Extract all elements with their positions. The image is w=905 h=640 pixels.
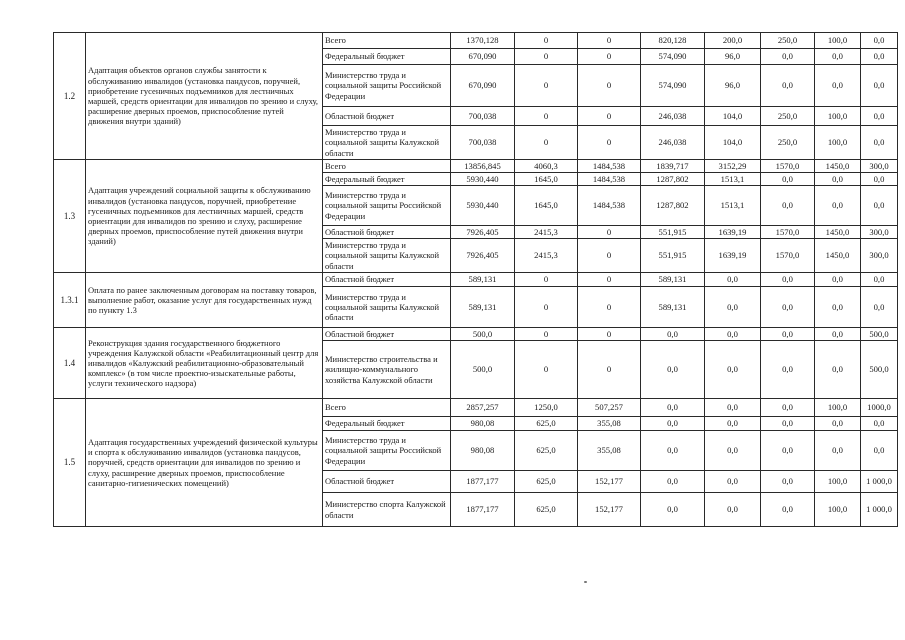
- amount-cell: 1000,0: [861, 399, 898, 417]
- amount-cell: 0,0: [761, 328, 815, 341]
- amount-cell: 0,0: [641, 431, 705, 471]
- amount-cell: 100,0: [815, 471, 861, 493]
- amount-cell: 0,0: [861, 173, 898, 186]
- amount-cell: 1877,177: [451, 493, 515, 527]
- amount-cell: 1839,717: [641, 160, 705, 173]
- amount-cell: 0: [578, 273, 641, 287]
- amount-cell: 96,0: [705, 65, 761, 107]
- amount-cell: 551,915: [641, 239, 705, 273]
- amount-cell: 0,0: [861, 126, 898, 160]
- amount-cell: 1 000,0: [861, 471, 898, 493]
- amount-cell: 0: [578, 65, 641, 107]
- amount-cell: 1250,0: [515, 399, 578, 417]
- amount-cell: 5930,440: [451, 173, 515, 186]
- amount-cell: 0: [515, 341, 578, 399]
- amount-cell: 1287,802: [641, 173, 705, 186]
- funding-source: Министерство труда и социальной защиты Российской Федерации: [323, 65, 451, 107]
- amount-cell: 100,0: [815, 493, 861, 527]
- funding-source: Министерство труда и социальной защиты Калужской области: [323, 126, 451, 160]
- amount-cell: 1450,0: [815, 160, 861, 173]
- amount-cell: 500,0: [861, 328, 898, 341]
- amount-cell: 507,257: [578, 399, 641, 417]
- amount-cell: 3152,29: [705, 160, 761, 173]
- amount-cell: 1877,177: [451, 471, 515, 493]
- amount-cell: 152,177: [578, 471, 641, 493]
- amount-cell: 0,0: [861, 65, 898, 107]
- amount-cell: 1484,538: [578, 160, 641, 173]
- amount-cell: 0,0: [705, 287, 761, 328]
- scan-speck: [584, 581, 587, 583]
- amount-cell: 1513,1: [705, 186, 761, 226]
- amount-cell: 0: [578, 107, 641, 126]
- amount-cell: 0: [515, 287, 578, 328]
- amount-cell: 0,0: [761, 49, 815, 65]
- amount-cell: 250,0: [761, 33, 815, 49]
- amount-cell: 625,0: [515, 431, 578, 471]
- amount-cell: 0: [515, 107, 578, 126]
- amount-cell: 589,131: [641, 273, 705, 287]
- measure-description: Реконструкция здания государственного бюджетного учреждения Калужской области «Реабилитационный центр для инвалидов «Калужский реабилитационно-образовательный комплекс» (в том числе проектно-изыскательные работы, услуги технического надзора): [86, 328, 323, 399]
- funding-source: Всего: [323, 160, 451, 173]
- amount-cell: 1570,0: [761, 239, 815, 273]
- funding-table: [53, 32, 898, 527]
- amount-cell: 300,0: [861, 160, 898, 173]
- amount-cell: 1513,1: [705, 173, 761, 186]
- amount-cell: 2415,3: [515, 226, 578, 239]
- amount-cell: 5930,440: [451, 186, 515, 226]
- amount-cell: 0,0: [705, 399, 761, 417]
- amount-cell: 589,131: [451, 273, 515, 287]
- amount-cell: 0,0: [815, 173, 861, 186]
- amount-cell: 500,0: [451, 328, 515, 341]
- amount-cell: 96,0: [705, 49, 761, 65]
- amount-cell: 100,0: [815, 107, 861, 126]
- row-number: 1.2: [54, 33, 86, 160]
- amount-cell: 0,0: [641, 399, 705, 417]
- amount-cell: 700,038: [451, 107, 515, 126]
- amount-cell: 0,0: [761, 471, 815, 493]
- amount-cell: 0: [515, 273, 578, 287]
- funding-source: Всего: [323, 399, 451, 417]
- amount-cell: 1484,538: [578, 173, 641, 186]
- table-row: [54, 33, 898, 49]
- amount-cell: 670,090: [451, 49, 515, 65]
- funding-source: Областной бюджет: [323, 226, 451, 239]
- amount-cell: 104,0: [705, 126, 761, 160]
- amount-cell: 0,0: [761, 431, 815, 471]
- amount-cell: 625,0: [515, 471, 578, 493]
- amount-cell: 0: [515, 65, 578, 107]
- amount-cell: 1570,0: [761, 160, 815, 173]
- amount-cell: 0,0: [761, 273, 815, 287]
- amount-cell: 0: [578, 49, 641, 65]
- amount-cell: 355,08: [578, 417, 641, 431]
- amount-cell: 0,0: [761, 493, 815, 527]
- amount-cell: 1 000,0: [861, 493, 898, 527]
- amount-cell: 0,0: [815, 49, 861, 65]
- amount-cell: 0,0: [705, 328, 761, 341]
- amount-cell: 0,0: [815, 186, 861, 226]
- amount-cell: 0,0: [705, 493, 761, 527]
- amount-cell: 0,0: [815, 417, 861, 431]
- amount-cell: 0,0: [705, 341, 761, 399]
- amount-cell: 0,0: [641, 493, 705, 527]
- funding-source: Министерство труда и социальной защиты Российской Федерации: [323, 431, 451, 471]
- amount-cell: 0,0: [861, 49, 898, 65]
- amount-cell: 980,08: [451, 431, 515, 471]
- row-number: 1.5: [54, 399, 86, 527]
- measure-description: Адаптация государственных учреждений физической культуры и спорта к обслуживанию инвалидов (установка пандусов, поручней, средств ориентации для инвалидов по зрению и слуху, расширение дверных проемов, приспособление санитарно-гигиенических помещений): [86, 399, 323, 527]
- amount-cell: 200,0: [705, 33, 761, 49]
- amount-cell: 0,0: [861, 107, 898, 126]
- amount-cell: 0,0: [705, 431, 761, 471]
- amount-cell: 0: [515, 33, 578, 49]
- amount-cell: 300,0: [861, 239, 898, 273]
- funding-source: Областной бюджет: [323, 273, 451, 287]
- amount-cell: 670,090: [451, 65, 515, 107]
- table-row: [54, 399, 898, 417]
- funding-source: Всего: [323, 33, 451, 49]
- funding-source: Министерство спорта Калужской области: [323, 493, 451, 527]
- amount-cell: 0,0: [815, 287, 861, 328]
- amount-cell: 355,08: [578, 431, 641, 471]
- amount-cell: 250,0: [761, 126, 815, 160]
- measure-description: Оплата по ранее заключенным договорам на поставку товаров, выполнение работ, оказание услуг для государственных нужд по пункту 1.3: [86, 273, 323, 328]
- funding-source: Министерство труда и социальной защиты Калужской области: [323, 239, 451, 273]
- amount-cell: 0: [515, 126, 578, 160]
- amount-cell: 0,0: [861, 33, 898, 49]
- amount-cell: 0: [578, 287, 641, 328]
- table-row: [54, 273, 898, 287]
- amount-cell: 1639,19: [705, 239, 761, 273]
- amount-cell: 589,131: [641, 287, 705, 328]
- amount-cell: 1484,538: [578, 186, 641, 226]
- funding-source: Министерство труда и социальной защиты Российской Федерации: [323, 186, 451, 226]
- amount-cell: 700,038: [451, 126, 515, 160]
- amount-cell: 0,0: [705, 273, 761, 287]
- amount-cell: 0,0: [761, 287, 815, 328]
- funding-source: Министерство труда и социальной защиты Калужской области: [323, 287, 451, 328]
- amount-cell: 0,0: [861, 273, 898, 287]
- row-number: 1.3.1: [54, 273, 86, 328]
- amount-cell: 1639,19: [705, 226, 761, 239]
- amount-cell: 0,0: [815, 65, 861, 107]
- amount-cell: 0: [578, 328, 641, 341]
- amount-cell: 13856,845: [451, 160, 515, 173]
- table-row: [54, 328, 898, 341]
- amount-cell: 0: [578, 226, 641, 239]
- amount-cell: 0,0: [815, 341, 861, 399]
- amount-cell: 0,0: [761, 341, 815, 399]
- amount-cell: 0: [515, 328, 578, 341]
- measure-description: Адаптация объектов органов службы занятости к обслуживанию инвалидов (установка пандусов, поручней, приобретение гусеничных подъемников для лестничных маршей, средств ориентации для инвалидов по зрению и слуху, расширение дверных проемов, приспособление путей движения внутри зданий): [86, 33, 323, 160]
- measure-description: Адаптация учреждений социальной защиты к обслуживанию инвалидов (установка пандусов, поручней, приобретение гусеничных подъемников для лестничных маршей, средств ориентации для инвалидов по зрению и слуху, расширение дверных проемов, приспособление путей движения внутри зданий): [86, 160, 323, 273]
- amount-cell: 574,090: [641, 65, 705, 107]
- amount-cell: 1370,128: [451, 33, 515, 49]
- amount-cell: 0,0: [815, 328, 861, 341]
- amount-cell: 0: [515, 49, 578, 65]
- amount-cell: 300,0: [861, 226, 898, 239]
- amount-cell: 100,0: [815, 33, 861, 49]
- amount-cell: 0: [578, 239, 641, 273]
- funding-source: Федеральный бюджет: [323, 417, 451, 431]
- amount-cell: 0,0: [815, 273, 861, 287]
- amount-cell: 1645,0: [515, 173, 578, 186]
- amount-cell: 152,177: [578, 493, 641, 527]
- amount-cell: 0: [578, 341, 641, 399]
- amount-cell: 0,0: [815, 431, 861, 471]
- funding-source: Федеральный бюджет: [323, 173, 451, 186]
- amount-cell: 1570,0: [761, 226, 815, 239]
- row-number: 1.3: [54, 160, 86, 273]
- amount-cell: 500,0: [861, 341, 898, 399]
- amount-cell: 0: [578, 33, 641, 49]
- amount-cell: 2857,257: [451, 399, 515, 417]
- amount-cell: 0,0: [705, 471, 761, 493]
- amount-cell: 0,0: [641, 471, 705, 493]
- amount-cell: 7926,405: [451, 226, 515, 239]
- amount-cell: 4060,3: [515, 160, 578, 173]
- amount-cell: 0,0: [761, 399, 815, 417]
- amount-cell: 250,0: [761, 107, 815, 126]
- amount-cell: 820,128: [641, 33, 705, 49]
- amount-cell: 7926,405: [451, 239, 515, 273]
- amount-cell: 1450,0: [815, 226, 861, 239]
- amount-cell: 1450,0: [815, 239, 861, 273]
- table-body: [54, 33, 898, 527]
- amount-cell: 2415,3: [515, 239, 578, 273]
- amount-cell: 625,0: [515, 493, 578, 527]
- amount-cell: 0,0: [705, 417, 761, 431]
- funding-source: Федеральный бюджет: [323, 49, 451, 65]
- amount-cell: 0: [578, 126, 641, 160]
- amount-cell: 0,0: [761, 417, 815, 431]
- funding-source: Областной бюджет: [323, 107, 451, 126]
- row-number: 1.4: [54, 328, 86, 399]
- amount-cell: 100,0: [815, 126, 861, 160]
- amount-cell: 104,0: [705, 107, 761, 126]
- amount-cell: 0,0: [861, 186, 898, 226]
- amount-cell: 0,0: [641, 341, 705, 399]
- amount-cell: 500,0: [451, 341, 515, 399]
- amount-cell: 100,0: [815, 399, 861, 417]
- amount-cell: 1645,0: [515, 186, 578, 226]
- funding-source: Областной бюджет: [323, 328, 451, 341]
- amount-cell: 0,0: [641, 417, 705, 431]
- amount-cell: 0,0: [861, 417, 898, 431]
- amount-cell: 0,0: [761, 186, 815, 226]
- amount-cell: 551,915: [641, 226, 705, 239]
- amount-cell: 0,0: [641, 328, 705, 341]
- amount-cell: 1287,802: [641, 186, 705, 226]
- funding-source: Министерство строительства и жилищно-коммунального хозяйства Калужской области: [323, 341, 451, 399]
- amount-cell: 246,038: [641, 107, 705, 126]
- amount-cell: 0,0: [861, 431, 898, 471]
- amount-cell: 0,0: [761, 173, 815, 186]
- amount-cell: 0,0: [861, 287, 898, 328]
- funding-source: Областной бюджет: [323, 471, 451, 493]
- amount-cell: 589,131: [451, 287, 515, 328]
- amount-cell: 574,090: [641, 49, 705, 65]
- amount-cell: 625,0: [515, 417, 578, 431]
- table-row: [54, 160, 898, 173]
- amount-cell: 980,08: [451, 417, 515, 431]
- amount-cell: 246,038: [641, 126, 705, 160]
- amount-cell: 0,0: [761, 65, 815, 107]
